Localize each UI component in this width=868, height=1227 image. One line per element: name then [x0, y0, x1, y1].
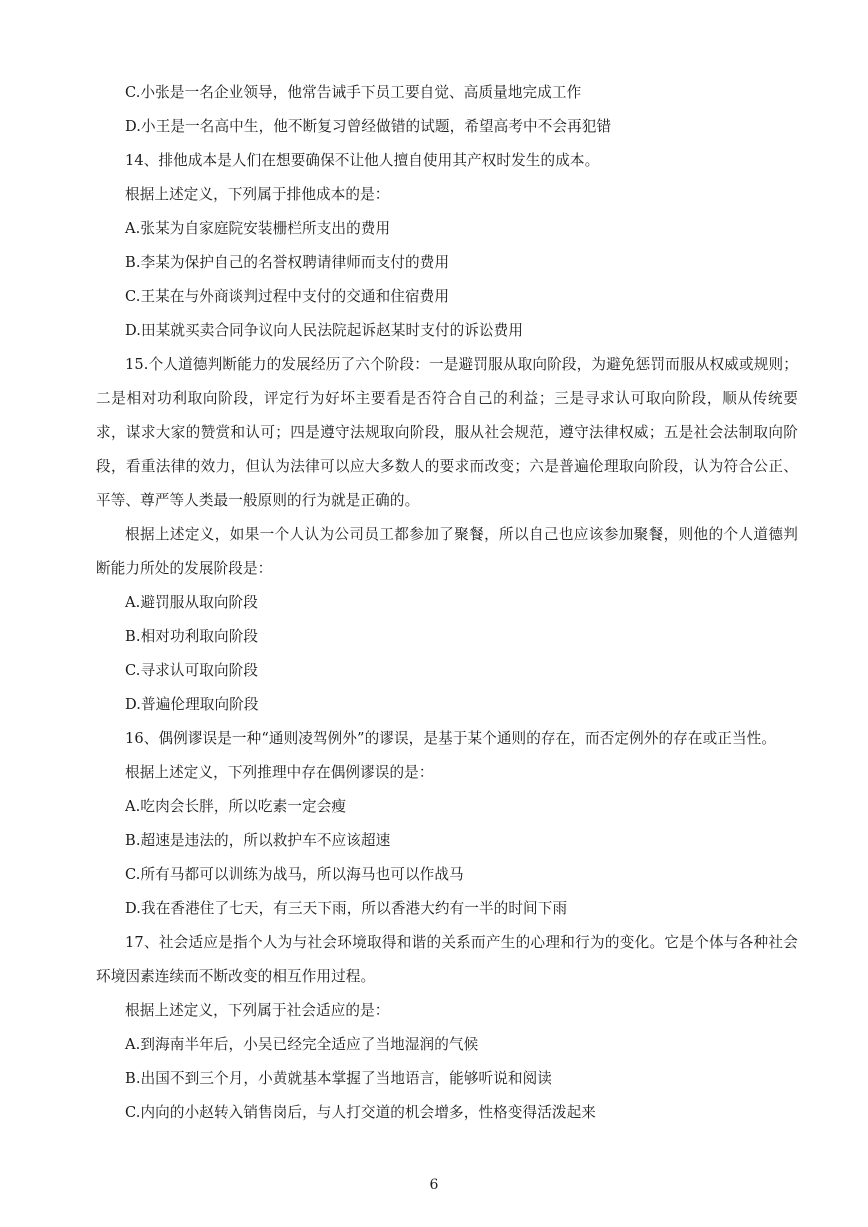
question-15-option-b: B.相对功利取向阶段	[125, 628, 259, 645]
question-16-prompt: 根据上述定义，下列推理中存在偶例谬误的是：	[125, 764, 434, 781]
page-content	[96, 76, 798, 1130]
question-16-option-a: A.吃肉会长胖，所以吃素一定会瘦	[125, 798, 347, 815]
question-15-option-a: A.避罚服从取向阶段	[125, 594, 258, 611]
question-16-option-b: B.超速是违法的，所以救护车不应该超速	[125, 832, 391, 849]
question-16-option-d: D.我在香港住了七天，有三天下雨，所以香港大约有一半的时间下雨	[125, 900, 568, 917]
question-17: 17、社会适应是指个人为与社会环境取得和谐的关系而产生的心理和行为的变化。它是个体与各种社会环境因素连续而不断改变的相互作用过程。	[96, 934, 798, 985]
question-14-option-d: D.田某就买卖合同争议向人民法院起诉赵某时支付的诉讼费用	[125, 322, 524, 339]
question-17-option-b: B.出国不到三个月，小黄就基本掌握了当地语言，能够听说和阅读	[125, 1070, 552, 1087]
question-15-prompt: 根据上述定义，如果一个人认为公司员工都参加了聚餐，所以自己也应该参加聚餐，则他的个人道德判断能力所处的发展阶段是：	[96, 526, 798, 577]
question-16-option-c: C.所有马都可以训练为战马，所以海马也可以作战马	[125, 866, 464, 883]
question-17-option-c: C.内向的小赵转入销售岗后，与人打交道的机会增多，性格变得活泼起来	[125, 1104, 596, 1121]
question-17-option-a: A.到海南半年后，小吴已经完全适应了当地湿润的气候	[125, 1036, 479, 1053]
option-d-prev: D.小王是一名高中生，他不断复习曾经做错的试题，希望高考中不会再犯错	[125, 118, 612, 135]
question-14: 14、排他成本是人们在想要确保不让他人擅自使用其产权时发生的成本。	[125, 152, 600, 169]
question-16: 16、偶例谬误是一种“通则凌驾例外”的谬误，是基于某个通则的存在，而否定例外的存在或正当性。	[125, 730, 777, 747]
question-14-option-b: B.李某为保护自己的名誉权聘请律师而支付的费用	[125, 254, 450, 271]
question-14-option-c: C.王某在与外商谈判过程中支付的交通和住宿费用	[125, 288, 450, 305]
question-15: 15.个人道德判断能力的发展经历了六个阶段：一是避罚服从取向阶段，为避免惩罚而服从权威或规则；二是相对功利取向阶段，评定行为好坏主要看是否符合自己的利益；三是寻求认可取向阶段，顺从传统要求，谋求大家的赞赏和认可；四是遵守法规取向阶段，服从社会规范，遵守法律权威；五是社会法制取向阶段，看重法律的效力，但认为法律可以应大多数人的要求而改变；六是普遍伦理取向阶段，认为符合公正、平等、尊严等人类最一般原则的行为就是正确的。	[96, 356, 798, 509]
question-17-prompt: 根据上述定义，下列属于社会适应的是：	[125, 1002, 390, 1019]
question-15-option-d: D.普遍伦理取向阶段	[125, 696, 259, 713]
question-14-option-a: A.张某为自家庭院安装栅栏所支出的费用	[125, 220, 391, 237]
option-c-prev: C.小张是一名企业领导，他常告诫手下员工要自觉、高质量地完成工作	[125, 84, 582, 101]
page-number: 6	[429, 1177, 439, 1193]
question-15-option-c: C.寻求认可取向阶段	[125, 662, 259, 679]
question-14-prompt: 根据上述定义，下列属于排他成本的是：	[125, 186, 390, 203]
